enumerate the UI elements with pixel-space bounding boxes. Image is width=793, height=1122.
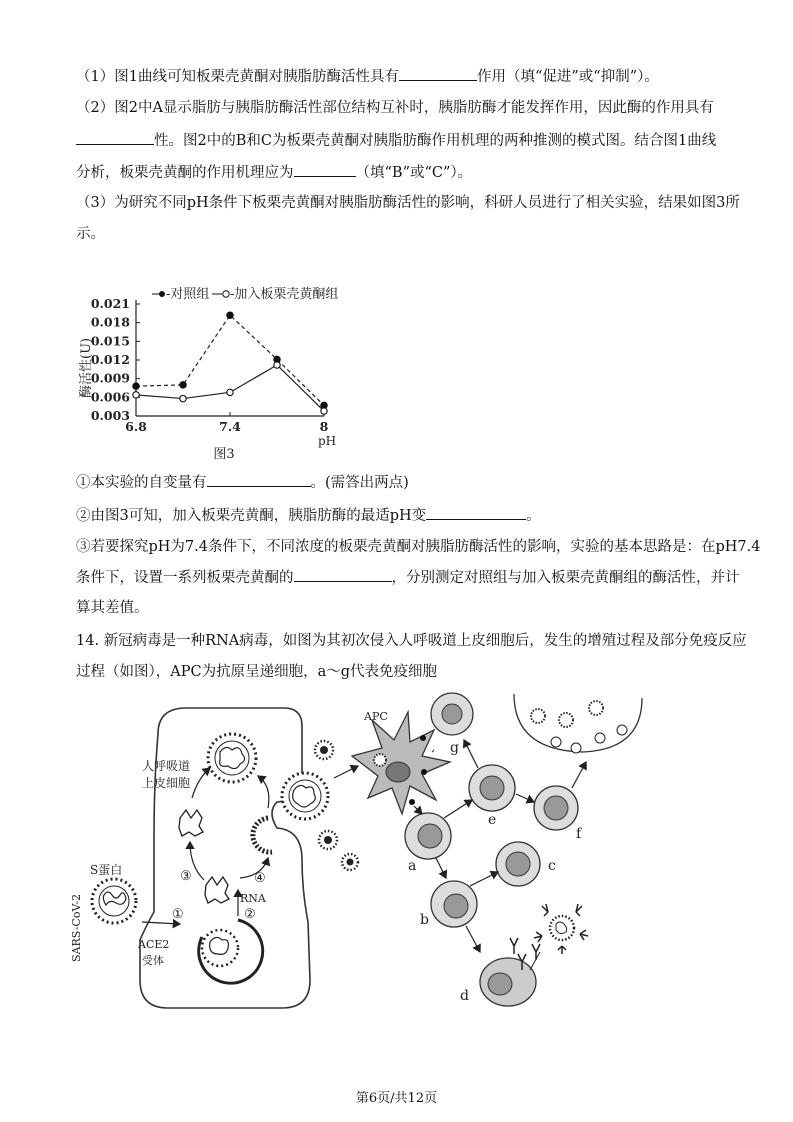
label-step-1: ① xyxy=(172,907,184,922)
arrow-capsid-to-virus xyxy=(258,776,269,808)
cell-e xyxy=(469,765,515,811)
series-0-point xyxy=(227,312,233,318)
arrow-a-to-e xyxy=(444,800,472,818)
label-f: f xyxy=(576,826,582,842)
page-footer: 第6页/共12页 xyxy=(355,1091,438,1106)
q1-blank[interactable] xyxy=(399,66,477,81)
series-line-1 xyxy=(136,365,324,411)
legend-label-1: -加入板栗壳黄酮组 xyxy=(230,287,339,302)
cell-a xyxy=(405,813,451,859)
y-axis-label: 酶活性(U) xyxy=(79,337,94,398)
q14-line-a: 14. 新冠病毒是一种RNA病毒，如图为其初次侵入人呼吸道上皮细胞后，发生的增殖过程及部分免疫反应 xyxy=(76,633,747,649)
y-tick-label: 0.012 xyxy=(90,352,130,367)
y-tick-label: 0.021 xyxy=(90,296,130,311)
legend-marker-0 xyxy=(159,291,165,297)
sub-question-3-b: 条件下，设置一系列板栗壳黄酮的 ，分别测定对照组与加入板栗壳黄酮组的酶活性，并计 xyxy=(76,567,740,588)
enzyme-activity-chart xyxy=(74,284,374,464)
virus-released xyxy=(282,773,328,819)
endosome xyxy=(199,920,263,983)
x-tick-label: 7.4 xyxy=(219,419,241,434)
series-0-point xyxy=(180,382,186,388)
y-tick-label: 0.003 xyxy=(90,408,130,423)
arrow-f-to-target xyxy=(572,762,586,788)
label-g: g xyxy=(450,740,459,756)
series-0-point xyxy=(133,383,139,389)
label-e: e xyxy=(488,812,497,828)
s1-blank[interactable] xyxy=(207,472,311,487)
virus-sars-cov-2 xyxy=(92,879,136,923)
virus-budding-top xyxy=(208,734,256,782)
s3-blank[interactable] xyxy=(294,567,392,582)
chart-caption: 图3 xyxy=(213,447,235,462)
virus-immune-diagram xyxy=(62,690,742,1020)
arrow-apc-to-g xyxy=(432,750,434,752)
x-axis-label: pH xyxy=(318,434,337,448)
q1-line: （1）图1曲线可知板栗壳黄酮对胰脂肪酶活性具有 作用（填“促进”或“抑制”）。 xyxy=(76,66,659,87)
y-tick-label: 0.015 xyxy=(90,333,130,349)
q2-blank-1[interactable] xyxy=(76,130,154,145)
arrow-to-assembly xyxy=(192,768,210,798)
series-1-point xyxy=(180,395,186,401)
series-1-point xyxy=(227,389,233,395)
q2-line-a: （2）图2中A显示脂肪与胰脂肪酶活性部位结构互补时，胰脂肪酶才能发挥作用，因此酶的作用具有 xyxy=(76,100,714,116)
label-epithelial-1: 人呼吸道 xyxy=(142,759,191,773)
q2-blank-2[interactable] xyxy=(294,162,356,177)
q3-line-b: 示。 xyxy=(76,226,105,242)
label-step-4: ④ xyxy=(254,871,266,886)
y-tick-label: 0.018 xyxy=(90,314,130,330)
arrow-b-to-d xyxy=(466,926,480,952)
s2-blank[interactable] xyxy=(426,505,526,520)
arrow-a-to-b xyxy=(436,858,446,878)
arrow-e-to-g xyxy=(464,740,478,768)
y-tick-label: 0.006 xyxy=(90,389,130,405)
label-d: d xyxy=(460,988,469,1004)
label-epithelial-2: 上皮细胞 xyxy=(142,776,191,790)
label-a: a xyxy=(408,858,417,874)
viral-rna-center xyxy=(205,877,229,903)
capsid-forming xyxy=(253,818,272,852)
label-virus: SARS-CoV-2 xyxy=(70,893,83,962)
series-1-point xyxy=(133,392,139,398)
legend-marker-1 xyxy=(223,291,229,297)
label-ace2: ACE2 xyxy=(138,938,170,951)
x-tick-label: 8 xyxy=(319,419,329,434)
label-step-3: ③ xyxy=(180,869,192,884)
sub-question-1: ①本实验的自变量有 。(需答出两点) xyxy=(76,472,409,493)
label-rna: RNA xyxy=(240,892,266,905)
label-receptor: 受体 xyxy=(142,954,164,967)
label-step-2: ② xyxy=(244,907,256,922)
label-apc: APC xyxy=(364,710,388,723)
q2-line-b: 性。图2中的B和C为板栗壳黄酮对胰脂肪酶作用机理的两种推测的模式图。结合图1曲线 xyxy=(76,130,716,151)
sub-question-3-a: ③若要探究pH为7.4条件下，不同浓度的板栗壳黄酮对胰脂肪酶活性的影响，实验的基本思路是：在pH7.4 xyxy=(76,539,761,555)
cell-g xyxy=(431,693,473,735)
series-1-point xyxy=(321,408,327,414)
q3-line-a: （3）为研究不同pH条件下板栗壳黄酮对胰脂肪酶活性的影响，科研人员进行了相关实验，结果如图3所 xyxy=(76,195,740,211)
arrow-b-to-c xyxy=(470,872,498,886)
q2-line-c: 分析，板栗壳黄酮的作用机理应为 （填“B”或“C”）。 xyxy=(76,162,472,183)
antibody-virus-cluster xyxy=(534,904,588,954)
arrow-d-to-antibody xyxy=(530,952,540,970)
arrow-step-3 xyxy=(190,842,204,880)
q14-line-b: 过程（如图），APC为抗原呈递细胞，a～g代表免疫细胞 xyxy=(76,664,437,680)
cell-f xyxy=(534,786,578,830)
x-tick-label: 6.8 xyxy=(125,419,147,434)
legend-label-0: -对照组 xyxy=(166,287,210,302)
cell-c xyxy=(496,842,540,886)
arrow-e-to-f xyxy=(516,794,534,802)
label-c: c xyxy=(548,858,556,874)
sub-question-2: ②由图3可知，加入板栗壳黄酮，胰脂肪酶的最适pH变 。 xyxy=(76,505,541,526)
cell-b xyxy=(431,881,477,927)
sub-question-3-c: 算其差值。 xyxy=(76,600,149,616)
label-b: b xyxy=(420,912,429,928)
viral-rna-upper xyxy=(179,810,203,836)
cell-d xyxy=(480,958,536,1006)
series-1-point xyxy=(274,362,280,368)
arrow-virus-to-apc xyxy=(334,766,358,778)
label-s-protein: S蛋白 xyxy=(90,863,123,877)
y-tick-label: 0.009 xyxy=(90,370,130,386)
arrow-apc-to-a xyxy=(414,806,422,814)
